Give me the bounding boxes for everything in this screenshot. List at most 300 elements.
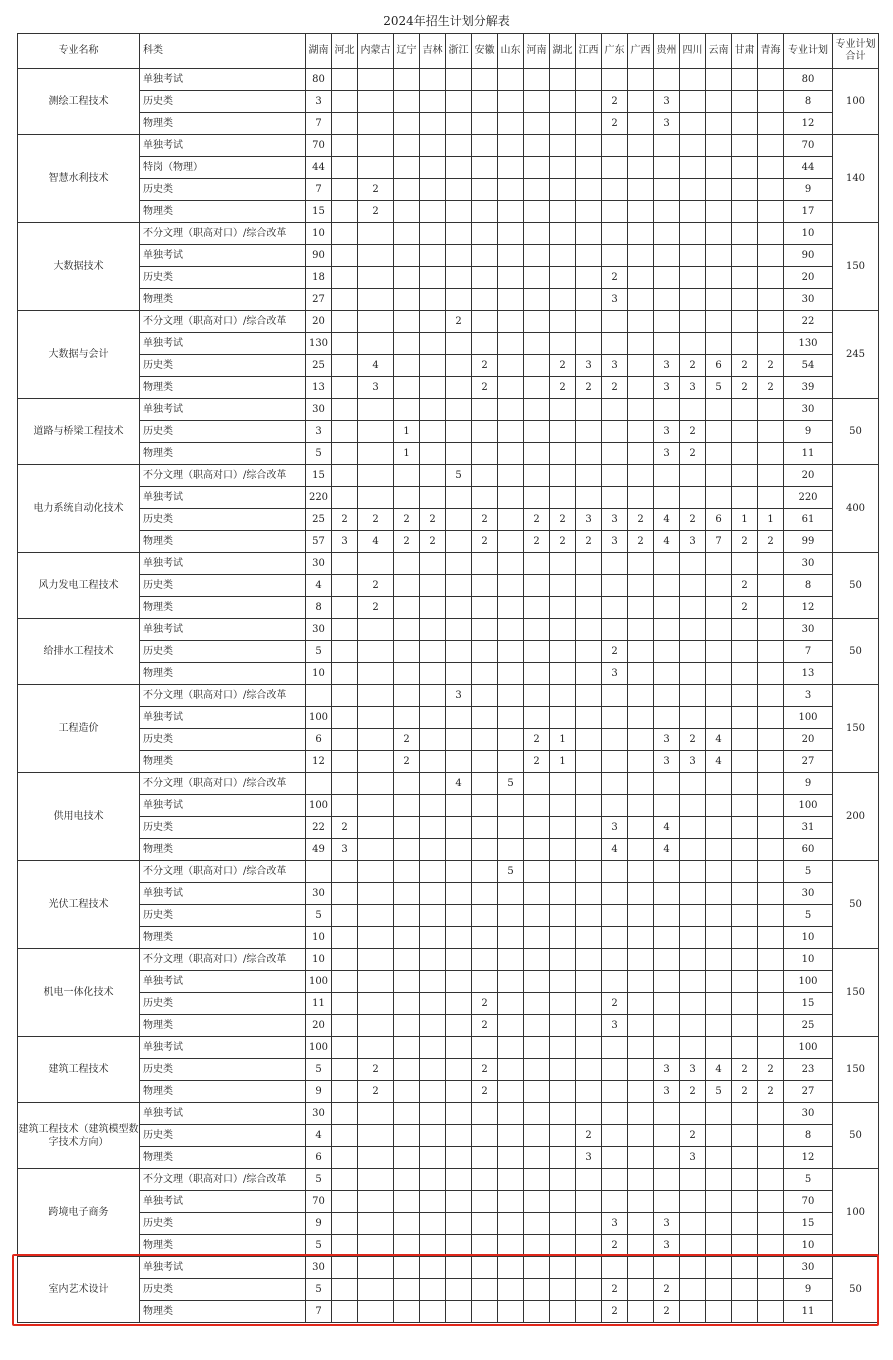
province-value-cell bbox=[332, 729, 358, 751]
province-value-cell bbox=[732, 399, 758, 421]
province-value-cell: 2 bbox=[732, 1059, 758, 1081]
plan-cell: 31 bbox=[784, 817, 833, 839]
province-value-cell bbox=[732, 91, 758, 113]
province-value-cell bbox=[420, 1037, 446, 1059]
province-value-cell: 70 bbox=[306, 135, 332, 157]
province-value-cell bbox=[472, 861, 498, 883]
province-value-cell bbox=[550, 641, 576, 663]
province-value-cell bbox=[550, 861, 576, 883]
province-value-cell bbox=[576, 861, 602, 883]
province-value-cell bbox=[550, 179, 576, 201]
province-value-cell bbox=[550, 1103, 576, 1125]
province-value-cell bbox=[732, 619, 758, 641]
province-value-cell bbox=[420, 619, 446, 641]
province-value-cell bbox=[654, 795, 680, 817]
table-row bbox=[18, 1191, 879, 1213]
province-value-cell bbox=[332, 1103, 358, 1125]
plan-cell: 8 bbox=[784, 91, 833, 113]
province-value-cell bbox=[706, 135, 732, 157]
province-value-cell: 5 bbox=[706, 1081, 732, 1103]
province-value-cell bbox=[472, 685, 498, 707]
province-value-cell bbox=[472, 223, 498, 245]
table-row bbox=[18, 597, 879, 619]
province-value-cell bbox=[332, 905, 358, 927]
province-value-cell bbox=[358, 1169, 394, 1191]
province-value-cell bbox=[332, 311, 358, 333]
province-value-cell bbox=[394, 289, 420, 311]
province-value-cell: 1 bbox=[758, 509, 784, 531]
province-value-cell: 3 bbox=[654, 729, 680, 751]
province-value-cell bbox=[420, 245, 446, 267]
table-row bbox=[18, 69, 879, 91]
province-value-cell bbox=[420, 135, 446, 157]
province-value-cell: 3 bbox=[306, 421, 332, 443]
province-value-cell bbox=[420, 267, 446, 289]
plan-cell: 100 bbox=[784, 707, 833, 729]
province-value-cell bbox=[602, 861, 628, 883]
province-value-cell bbox=[680, 663, 706, 685]
province-value-cell bbox=[524, 839, 550, 861]
province-value-cell bbox=[446, 729, 472, 751]
province-value-cell bbox=[332, 1059, 358, 1081]
province-value-cell bbox=[446, 399, 472, 421]
province-value-cell bbox=[358, 927, 394, 949]
province-value-cell bbox=[680, 223, 706, 245]
province-value-cell: 3 bbox=[576, 1147, 602, 1169]
province-value-cell bbox=[706, 113, 732, 135]
header-province: 甘肃 bbox=[732, 34, 758, 69]
major-name: 智慧水利技术 bbox=[18, 135, 140, 223]
province-value-cell bbox=[680, 553, 706, 575]
province-value-cell: 2 bbox=[602, 993, 628, 1015]
province-value-cell: 2 bbox=[550, 531, 576, 553]
province-value-cell bbox=[394, 1037, 420, 1059]
province-value-cell bbox=[524, 1081, 550, 1103]
province-value-cell bbox=[576, 69, 602, 91]
province-value-cell bbox=[602, 421, 628, 443]
province-value-cell bbox=[498, 575, 524, 597]
province-value-cell: 2 bbox=[602, 113, 628, 135]
category-cell: 单独考试 bbox=[140, 245, 306, 267]
province-value-cell bbox=[332, 1147, 358, 1169]
category-cell: 物理类 bbox=[140, 531, 306, 553]
province-value-cell: 4 bbox=[358, 531, 394, 553]
province-value-cell: 2 bbox=[472, 1015, 498, 1037]
province-value-cell bbox=[732, 1147, 758, 1169]
province-value-cell bbox=[628, 883, 654, 905]
province-value-cell bbox=[706, 905, 732, 927]
category-cell: 物理类 bbox=[140, 839, 306, 861]
province-value-cell bbox=[576, 443, 602, 465]
province-value-cell bbox=[628, 795, 654, 817]
province-value-cell: 3 bbox=[332, 839, 358, 861]
province-value-cell bbox=[602, 553, 628, 575]
province-value-cell bbox=[420, 113, 446, 135]
province-value-cell bbox=[358, 905, 394, 927]
category-cell: 不分文理（职高对口）/综合改革 bbox=[140, 949, 306, 971]
province-value-cell: 2 bbox=[680, 729, 706, 751]
province-value-cell bbox=[550, 1125, 576, 1147]
province-value-cell bbox=[420, 157, 446, 179]
major-total: 150 bbox=[833, 949, 879, 1037]
province-value-cell bbox=[758, 179, 784, 201]
province-value-cell bbox=[576, 883, 602, 905]
province-value-cell bbox=[524, 91, 550, 113]
plan-cell: 3 bbox=[784, 685, 833, 707]
province-value-cell bbox=[576, 553, 602, 575]
province-value-cell bbox=[654, 927, 680, 949]
plan-cell: 10 bbox=[784, 1235, 833, 1257]
plan-cell: 39 bbox=[784, 377, 833, 399]
province-value-cell bbox=[654, 993, 680, 1015]
province-value-cell bbox=[732, 949, 758, 971]
plan-cell: 7 bbox=[784, 641, 833, 663]
plan-cell: 220 bbox=[784, 487, 833, 509]
province-value-cell bbox=[498, 157, 524, 179]
province-value-cell bbox=[732, 311, 758, 333]
province-value-cell: 2 bbox=[758, 531, 784, 553]
province-value-cell bbox=[524, 1191, 550, 1213]
province-value-cell bbox=[628, 1147, 654, 1169]
province-value-cell bbox=[498, 289, 524, 311]
province-value-cell bbox=[680, 817, 706, 839]
province-value-cell bbox=[524, 355, 550, 377]
province-value-cell bbox=[732, 157, 758, 179]
province-value-cell bbox=[628, 311, 654, 333]
province-value-cell: 3 bbox=[680, 1147, 706, 1169]
province-value-cell bbox=[332, 465, 358, 487]
table-row bbox=[18, 91, 879, 113]
province-value-cell bbox=[758, 817, 784, 839]
enrollment-plan-table bbox=[17, 33, 879, 1323]
province-value-cell bbox=[394, 619, 420, 641]
province-value-cell bbox=[550, 1213, 576, 1235]
province-value-cell: 15 bbox=[306, 465, 332, 487]
province-value-cell bbox=[332, 1081, 358, 1103]
province-value-cell bbox=[332, 113, 358, 135]
province-value-cell bbox=[680, 201, 706, 223]
table-row bbox=[18, 729, 879, 751]
province-value-cell bbox=[446, 905, 472, 927]
province-value-cell: 2 bbox=[680, 1081, 706, 1103]
province-value-cell bbox=[602, 751, 628, 773]
province-value-cell bbox=[654, 949, 680, 971]
province-value-cell bbox=[524, 289, 550, 311]
header-total: 专业计划合计 bbox=[833, 34, 879, 69]
province-value-cell bbox=[732, 1169, 758, 1191]
province-value-cell: 4 bbox=[706, 751, 732, 773]
table-row bbox=[18, 905, 879, 927]
plan-cell: 20 bbox=[784, 267, 833, 289]
province-value-cell bbox=[680, 135, 706, 157]
province-value-cell: 3 bbox=[680, 531, 706, 553]
category-cell: 历史类 bbox=[140, 817, 306, 839]
province-value-cell: 4 bbox=[358, 355, 394, 377]
province-value-cell bbox=[680, 971, 706, 993]
province-value-cell bbox=[524, 773, 550, 795]
province-value-cell: 2 bbox=[472, 377, 498, 399]
province-value-cell bbox=[524, 465, 550, 487]
province-value-cell: 2 bbox=[602, 1301, 628, 1323]
province-value-cell bbox=[628, 1213, 654, 1235]
province-value-cell bbox=[472, 707, 498, 729]
province-value-cell: 30 bbox=[306, 1103, 332, 1125]
province-value-cell bbox=[706, 817, 732, 839]
province-value-cell bbox=[498, 949, 524, 971]
province-value-cell bbox=[706, 663, 732, 685]
category-cell: 不分文理（职高对口）/综合改革 bbox=[140, 1169, 306, 1191]
province-value-cell bbox=[472, 905, 498, 927]
province-value-cell bbox=[472, 487, 498, 509]
province-value-cell: 20 bbox=[306, 1015, 332, 1037]
province-value-cell bbox=[680, 1103, 706, 1125]
province-value-cell bbox=[706, 795, 732, 817]
header-province: 青海 bbox=[758, 34, 784, 69]
province-value-cell bbox=[550, 663, 576, 685]
header-province: 湖南 bbox=[306, 34, 332, 69]
province-value-cell bbox=[654, 69, 680, 91]
province-value-cell: 5 bbox=[498, 773, 524, 795]
category-cell: 特岗（物理） bbox=[140, 157, 306, 179]
province-value-cell bbox=[420, 223, 446, 245]
province-value-cell: 2 bbox=[394, 751, 420, 773]
province-value-cell bbox=[472, 663, 498, 685]
province-value-cell bbox=[524, 421, 550, 443]
province-value-cell bbox=[550, 883, 576, 905]
category-cell: 历史类 bbox=[140, 575, 306, 597]
province-value-cell bbox=[654, 883, 680, 905]
category-cell: 历史类 bbox=[140, 91, 306, 113]
header-province: 江西 bbox=[576, 34, 602, 69]
province-value-cell bbox=[446, 289, 472, 311]
table-row bbox=[18, 685, 879, 707]
province-value-cell bbox=[758, 311, 784, 333]
province-value-cell bbox=[358, 91, 394, 113]
province-value-cell bbox=[628, 1103, 654, 1125]
province-value-cell bbox=[498, 1015, 524, 1037]
province-value-cell: 10 bbox=[306, 927, 332, 949]
major-total: 150 bbox=[833, 1037, 879, 1103]
province-value-cell bbox=[446, 597, 472, 619]
province-value-cell: 4 bbox=[306, 1125, 332, 1147]
province-value-cell bbox=[576, 245, 602, 267]
province-value-cell bbox=[758, 685, 784, 707]
province-value-cell bbox=[472, 597, 498, 619]
header-province: 河南 bbox=[524, 34, 550, 69]
province-value-cell bbox=[498, 69, 524, 91]
table-row bbox=[18, 1147, 879, 1169]
province-value-cell bbox=[498, 179, 524, 201]
province-value-cell bbox=[420, 1081, 446, 1103]
province-value-cell bbox=[602, 487, 628, 509]
province-value-cell bbox=[732, 289, 758, 311]
major-name: 光伏工程技术 bbox=[18, 861, 140, 949]
province-value-cell bbox=[420, 1169, 446, 1191]
category-cell: 单独考试 bbox=[140, 1037, 306, 1059]
province-value-cell: 2 bbox=[758, 355, 784, 377]
major-total: 245 bbox=[833, 311, 879, 399]
province-value-cell: 2 bbox=[472, 1081, 498, 1103]
province-value-cell bbox=[758, 465, 784, 487]
major-name: 大数据技术 bbox=[18, 223, 140, 311]
province-value-cell bbox=[498, 1103, 524, 1125]
table-row bbox=[18, 817, 879, 839]
province-value-cell bbox=[628, 751, 654, 773]
province-value-cell bbox=[628, 861, 654, 883]
table-row bbox=[18, 421, 879, 443]
province-value-cell bbox=[576, 157, 602, 179]
province-value-cell bbox=[420, 201, 446, 223]
province-value-cell bbox=[446, 1015, 472, 1037]
header-province: 内蒙古 bbox=[358, 34, 394, 69]
province-value-cell bbox=[576, 949, 602, 971]
category-cell: 物理类 bbox=[140, 597, 306, 619]
province-value-cell bbox=[680, 619, 706, 641]
header-province: 广东 bbox=[602, 34, 628, 69]
major-total: 200 bbox=[833, 773, 879, 861]
category-cell: 单独考试 bbox=[140, 399, 306, 421]
province-value-cell bbox=[550, 487, 576, 509]
province-value-cell bbox=[680, 157, 706, 179]
province-value-cell bbox=[524, 795, 550, 817]
province-value-cell bbox=[576, 113, 602, 135]
province-value-cell bbox=[706, 201, 732, 223]
province-value-cell bbox=[394, 157, 420, 179]
province-value-cell bbox=[576, 289, 602, 311]
province-value-cell bbox=[332, 883, 358, 905]
province-value-cell: 2 bbox=[358, 1059, 394, 1081]
plan-cell: 44 bbox=[784, 157, 833, 179]
province-value-cell bbox=[758, 861, 784, 883]
province-value-cell: 2 bbox=[472, 509, 498, 531]
province-value-cell bbox=[576, 311, 602, 333]
province-value-cell bbox=[472, 421, 498, 443]
province-value-cell bbox=[732, 1103, 758, 1125]
province-value-cell bbox=[576, 487, 602, 509]
major-name: 电力系统自动化技术 bbox=[18, 465, 140, 553]
province-value-cell bbox=[394, 707, 420, 729]
province-value-cell bbox=[394, 1015, 420, 1037]
province-value-cell bbox=[446, 861, 472, 883]
province-value-cell bbox=[602, 707, 628, 729]
province-value-cell bbox=[758, 157, 784, 179]
plan-cell: 5 bbox=[784, 1169, 833, 1191]
province-value-cell bbox=[758, 1191, 784, 1213]
province-value-cell bbox=[498, 333, 524, 355]
province-value-cell bbox=[498, 971, 524, 993]
province-value-cell bbox=[680, 487, 706, 509]
major-total: 50 bbox=[833, 553, 879, 619]
province-value-cell bbox=[732, 113, 758, 135]
table-row bbox=[18, 927, 879, 949]
province-value-cell: 2 bbox=[602, 1279, 628, 1301]
province-value-cell: 220 bbox=[306, 487, 332, 509]
province-value-cell: 3 bbox=[602, 1015, 628, 1037]
province-value-cell bbox=[446, 795, 472, 817]
province-value-cell bbox=[394, 641, 420, 663]
major-name: 工程造价 bbox=[18, 685, 140, 773]
province-value-cell bbox=[524, 1169, 550, 1191]
province-value-cell bbox=[576, 751, 602, 773]
province-value-cell bbox=[358, 311, 394, 333]
province-value-cell bbox=[332, 751, 358, 773]
province-value-cell bbox=[550, 135, 576, 157]
province-value-cell bbox=[420, 707, 446, 729]
province-value-cell bbox=[654, 641, 680, 663]
province-value-cell bbox=[358, 487, 394, 509]
category-cell: 单独考试 bbox=[140, 795, 306, 817]
plan-cell: 10 bbox=[784, 927, 833, 949]
province-value-cell bbox=[758, 399, 784, 421]
province-value-cell bbox=[732, 883, 758, 905]
province-value-cell bbox=[758, 619, 784, 641]
province-value-cell bbox=[550, 1191, 576, 1213]
province-value-cell bbox=[628, 487, 654, 509]
province-value-cell bbox=[524, 135, 550, 157]
province-value-cell bbox=[472, 465, 498, 487]
province-value-cell bbox=[332, 223, 358, 245]
table-row bbox=[18, 751, 879, 773]
province-value-cell bbox=[576, 333, 602, 355]
province-value-cell bbox=[498, 707, 524, 729]
province-value-cell bbox=[706, 465, 732, 487]
province-value-cell bbox=[358, 773, 394, 795]
province-value-cell bbox=[446, 1037, 472, 1059]
province-value-cell bbox=[550, 795, 576, 817]
table-row bbox=[18, 1015, 879, 1037]
category-cell: 历史类 bbox=[140, 905, 306, 927]
province-value-cell bbox=[420, 1059, 446, 1081]
province-value-cell: 2 bbox=[358, 597, 394, 619]
plan-cell: 12 bbox=[784, 597, 833, 619]
province-value-cell bbox=[524, 69, 550, 91]
province-value-cell bbox=[332, 399, 358, 421]
province-value-cell bbox=[654, 1169, 680, 1191]
province-value-cell bbox=[576, 795, 602, 817]
table-row bbox=[18, 883, 879, 905]
major-total: 50 bbox=[833, 1103, 879, 1169]
province-value-cell bbox=[628, 553, 654, 575]
province-value-cell bbox=[628, 157, 654, 179]
province-value-cell bbox=[576, 201, 602, 223]
province-value-cell bbox=[332, 245, 358, 267]
table-row bbox=[18, 465, 879, 487]
province-value-cell bbox=[706, 267, 732, 289]
province-value-cell bbox=[706, 157, 732, 179]
plan-cell: 100 bbox=[784, 795, 833, 817]
province-value-cell bbox=[706, 443, 732, 465]
province-value-cell bbox=[732, 861, 758, 883]
province-value-cell: 5 bbox=[706, 377, 732, 399]
plan-cell: 60 bbox=[784, 839, 833, 861]
province-value-cell bbox=[394, 773, 420, 795]
category-cell: 物理类 bbox=[140, 1015, 306, 1037]
category-cell: 单独考试 bbox=[140, 333, 306, 355]
province-value-cell bbox=[758, 289, 784, 311]
province-value-cell bbox=[654, 1037, 680, 1059]
province-value-cell bbox=[394, 355, 420, 377]
province-value-cell bbox=[332, 1037, 358, 1059]
province-value-cell bbox=[446, 443, 472, 465]
province-value-cell bbox=[628, 817, 654, 839]
category-cell: 历史类 bbox=[140, 179, 306, 201]
table-row bbox=[18, 487, 879, 509]
province-value-cell: 3 bbox=[602, 531, 628, 553]
province-value-cell bbox=[498, 91, 524, 113]
province-value-cell bbox=[706, 993, 732, 1015]
province-value-cell: 1 bbox=[394, 443, 420, 465]
major-total: 140 bbox=[833, 135, 879, 223]
